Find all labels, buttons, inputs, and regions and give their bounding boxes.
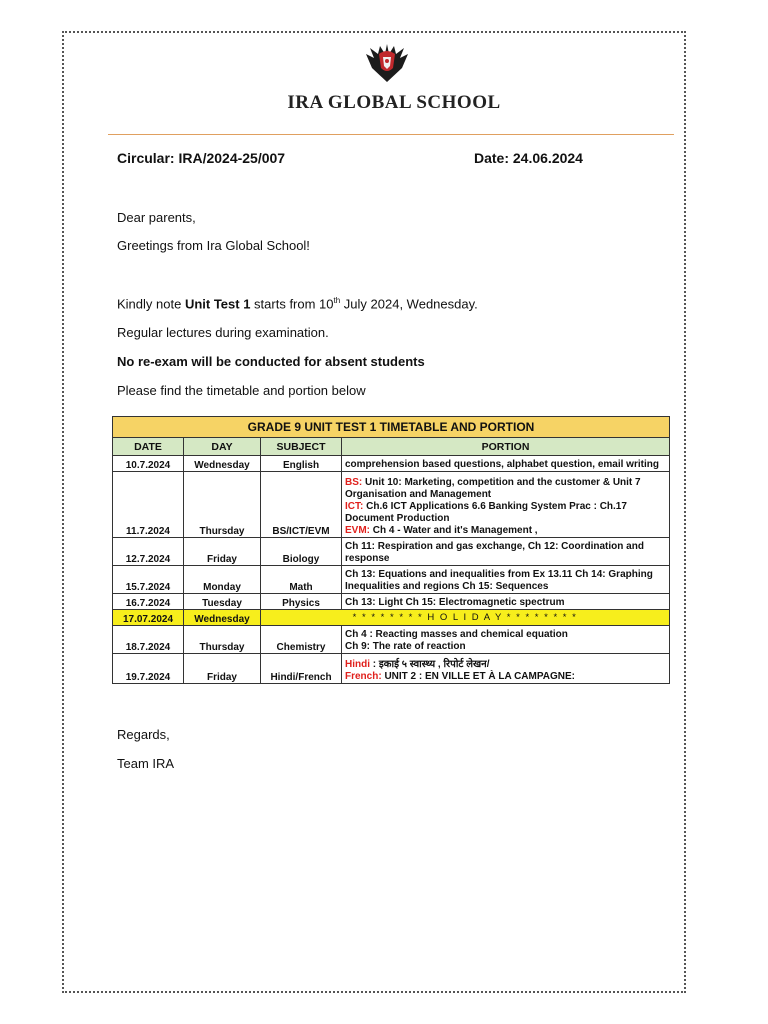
cell-day: Wednesday <box>184 610 261 626</box>
circular-date: Date: 24.06.2024 <box>474 150 583 166</box>
cell-date: 15.7.2024 <box>113 566 184 594</box>
cell-subject: Biology <box>261 538 342 566</box>
cell-date: 19.7.2024 <box>113 654 184 684</box>
timetable-intro: Please find the timetable and portion below <box>117 383 366 398</box>
no-reexam-note: No re-exam will be conducted for absent students <box>117 354 425 369</box>
portion-label-bs: BS: <box>345 477 363 488</box>
cell-date: 18.7.2024 <box>113 626 184 654</box>
header-day: DAY <box>184 438 261 456</box>
cell-day: Friday <box>184 538 261 566</box>
salutation: Dear parents, <box>117 210 196 225</box>
header-portion: PORTION <box>342 438 670 456</box>
cell-date: 12.7.2024 <box>113 538 184 566</box>
table-row <box>113 594 670 610</box>
table-row-holiday <box>113 610 670 626</box>
cell-subject: Math <box>261 566 342 594</box>
cell-portion: comprehension based questions, alphabet question, email writing <box>342 456 670 472</box>
cell-portion: Ch 13: Light Ch 15: Electromagnetic spectrum <box>342 594 670 610</box>
header-divider <box>108 134 674 135</box>
header-subject: SUBJECT <box>261 438 342 456</box>
cell-day: Thursday <box>184 626 261 654</box>
cell-subject: Physics <box>261 594 342 610</box>
cell-date: 17.07.2024 <box>113 610 184 626</box>
table-row <box>113 472 670 538</box>
table-row <box>113 566 670 594</box>
cell-subject: Hindi/French <box>261 654 342 684</box>
regular-lectures-note: Regular lectures during examination. <box>117 325 329 340</box>
portion-label-ict: ICT: <box>345 501 364 512</box>
cell-date: 11.7.2024 <box>113 472 184 538</box>
cell-portion: Ch 4 : Reacting masses and chemical equation Ch 9: The rate of reaction <box>342 626 670 654</box>
cell-day: Friday <box>184 654 261 684</box>
school-name: IRA GLOBAL SCHOOL <box>287 92 501 113</box>
table-row <box>113 538 670 566</box>
table-row <box>113 456 670 472</box>
cell-subject: BS/ICT/EVM <box>261 472 342 538</box>
test-start-note: Kindly note Unit Test 1 starts from 10th July 2024, Wednesday. <box>117 296 478 312</box>
cell-portion: Ch 11: Respiration and gas exchange, Ch 12: Coordination and response <box>342 538 670 566</box>
cell-date: 10.7.2024 <box>113 456 184 472</box>
cell-day: Tuesday <box>184 594 261 610</box>
cell-day: Thursday <box>184 472 261 538</box>
greeting: Greetings from Ira Global School! <box>117 238 310 253</box>
timetable <box>112 416 670 684</box>
cell-portion: Hindi : इकाई ५ स्वास्थ्य , रिपोर्ट लेखन/ French: UNIT 2 : EN VILLE ET À LA CAMPAGNE: <box>342 654 670 684</box>
cell-subject: Chemistry <box>261 626 342 654</box>
cell-day: Wednesday <box>184 456 261 472</box>
portion-label-french: French: <box>345 671 382 682</box>
cell-date: 16.7.2024 <box>113 594 184 610</box>
timetable-title: GRADE 9 UNIT TEST 1 TIMETABLE AND PORTION <box>113 417 670 438</box>
school-crest-icon <box>364 42 410 86</box>
table-row <box>113 626 670 654</box>
signature-team: Team IRA <box>117 756 175 771</box>
header-date: DATE <box>113 438 184 456</box>
portion-label-hindi: Hindi <box>345 659 370 670</box>
regards: Regards, <box>117 727 170 742</box>
cell-portion: BS: Unit 10: Marketing, competition and the customer & Unit 7 Organisation and Management ICT: Ch.6 ICT Applications 6.6 Banking System Prac : Ch.17 Document Production EVM: Ch 4 - Water and it's Management , <box>342 472 670 538</box>
cell-day: Monday <box>184 566 261 594</box>
cell-subject: English <box>261 456 342 472</box>
circular-number: Circular: IRA/2024-25/007 <box>117 150 286 166</box>
portion-label-evm: EVM: <box>345 525 370 536</box>
table-row <box>113 654 670 684</box>
holiday-banner: * * * * * * * * H O L I D A Y * * * * * * * * <box>261 610 670 626</box>
cell-portion: Ch 13: Equations and inequalities from Ex 13.11 Ch 14: Graphing Inequalities and regions Ch 15: Sequences <box>342 566 670 594</box>
